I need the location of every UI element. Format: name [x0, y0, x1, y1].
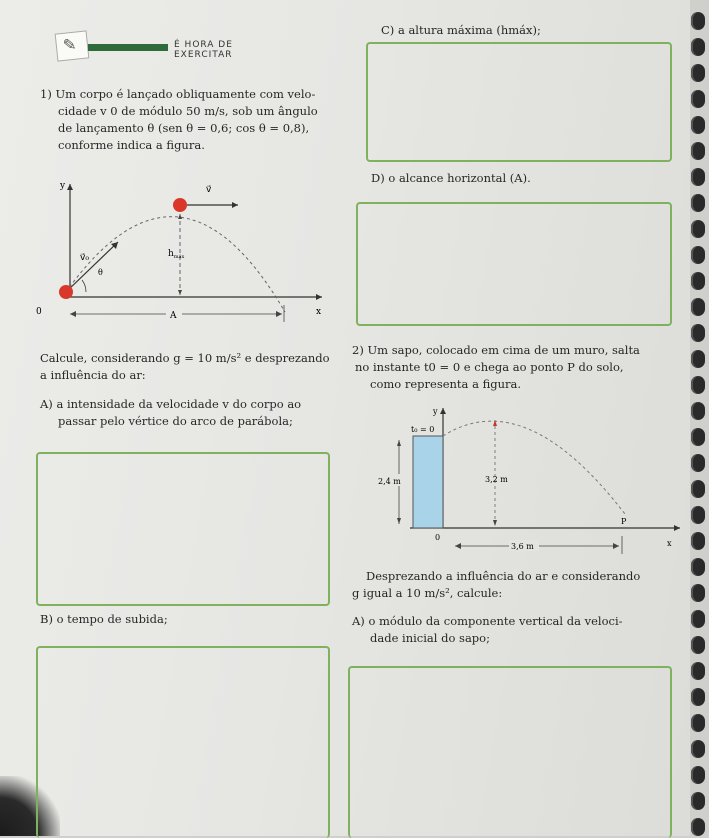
- q1-calc-line-1: Calcule, considerando g = 10 m/s² e desprezando: [40, 351, 330, 365]
- q1-part-a-line-2: passar pelo vértice do arco de parábola;: [58, 414, 293, 428]
- q2-wall: [413, 436, 443, 528]
- q2-line-2: no instante t0 = 0 e chega ao ponto P do solo,: [355, 360, 624, 374]
- q1-theta-label: θ: [98, 268, 103, 277]
- q1-line-2: cidade v 0 de módulo 50 m/s, sob um ângulo: [58, 104, 318, 118]
- q2-trajectory: [443, 421, 625, 514]
- q2-wall-height-label: 2,4 m: [378, 477, 401, 486]
- q1-trajectory-figure: [30, 172, 330, 322]
- q2-wall-height-arrow-bottom: [397, 518, 401, 524]
- spiral-ring: [691, 558, 705, 576]
- spiral-ring: [691, 376, 705, 394]
- spiral-ring: [691, 272, 705, 290]
- q2-line-1: 2) Um sapo, colocado em cima de um muro, salta: [352, 343, 640, 357]
- spiral-ring: [691, 350, 705, 368]
- spiral-ring: [691, 766, 705, 784]
- q1-part-d: D) o alcance horizontal (A).: [371, 171, 531, 185]
- q1-part-c: C) a altura máxima (hmáx);: [381, 23, 541, 37]
- q2-x-axis-arrow: [674, 525, 680, 531]
- q1-line-4: conforme indica a figura.: [58, 138, 205, 152]
- q2-x-label: x: [667, 539, 672, 548]
- spiral-ring: [691, 818, 705, 836]
- q1-hmax-arrow-bottom: [178, 290, 182, 295]
- q2-t0-label: t₀ = 0: [411, 425, 435, 434]
- spiral-ring: [691, 90, 705, 108]
- section-header: [48, 28, 288, 68]
- q1-part-b: B) o tempo de subida;: [40, 612, 168, 626]
- q1-ball-vertex: [173, 198, 187, 212]
- q1-v-label: v⃗: [206, 185, 212, 195]
- spiral-ring: [691, 610, 705, 628]
- q2-y-axis-arrow: [440, 408, 446, 414]
- q1-hmax-label: $h_{máx}$: [168, 249, 185, 260]
- q1-calc-line-2: a influência do ar:: [40, 368, 146, 382]
- q1-x-label: x: [316, 307, 322, 317]
- spiral-ring: [691, 636, 705, 654]
- q1-line-3: de lançamento θ (sen θ = 0,6; cos θ = 0,8),: [58, 121, 310, 135]
- spiral-ring: [691, 168, 705, 186]
- q1-part-a-line-1: A) a intensidade da velocidade v do corpo ao: [40, 397, 302, 411]
- spiral-ring: [691, 792, 705, 810]
- spiral-ring: [691, 116, 705, 134]
- spiral-ring: [691, 142, 705, 160]
- spiral-ring: [691, 740, 705, 758]
- spiral-ring: [691, 12, 705, 30]
- spiral-ring: [691, 220, 705, 238]
- q2-after-line-2: g igual a 10 m/s², calcule:: [352, 586, 503, 600]
- pencil-icon: ✎: [55, 30, 90, 61]
- q2-after-line-1: Desprezando a influência do ar e considerando: [366, 569, 641, 583]
- q1-v0-label: v⃗₀: [80, 253, 89, 263]
- q2-wall-height-arrow-top: [397, 440, 401, 446]
- q1-ball-launch: [59, 285, 73, 299]
- q1-hmax-arrow-top: [178, 214, 182, 219]
- q1-v-arrowhead: [232, 202, 238, 208]
- q2-peak-arrow-bottom: [493, 520, 497, 526]
- header-bar: [88, 44, 168, 51]
- q1-angle-arc: [82, 280, 86, 292]
- spiral-ring: [691, 64, 705, 82]
- q1-line-1: 1) Um corpo é lançado obliquamente com velo-: [40, 87, 316, 101]
- spiral-ring: [691, 714, 705, 732]
- spiral-ring: [691, 298, 705, 316]
- q2-part-a-line-2: dade inicial do sapo;: [370, 631, 490, 645]
- q2-origin-label: 0: [435, 533, 441, 542]
- spiral-ring: [691, 688, 705, 706]
- q2-p-label: P: [621, 517, 627, 526]
- spiral-ring: [691, 38, 705, 56]
- answer-box-q1-d[interactable]: [356, 202, 672, 326]
- answer-box-q2-a[interactable]: [348, 666, 672, 838]
- q1-trajectory: [66, 217, 285, 312]
- spiral-ring: [691, 246, 705, 264]
- q2-line-3: como representa a figura.: [370, 377, 522, 391]
- q1-v0-vector: [66, 242, 118, 292]
- spiral-ring: [691, 324, 705, 342]
- q2-peak-height-label: 3,2 m: [485, 475, 508, 484]
- answer-box-q1-a[interactable]: [36, 452, 330, 606]
- q2-y-label: y: [433, 407, 438, 416]
- q2-part-a-line-1: A) o módulo da componente vertical da veloci-: [352, 614, 623, 628]
- spiral-ring: [691, 584, 705, 602]
- spiral-ring: [691, 194, 705, 212]
- q1-range-arrow-left: [70, 311, 76, 317]
- answer-box-q1-c[interactable]: [366, 42, 672, 162]
- q1-x-axis-arrow: [316, 294, 322, 300]
- q2-distance-label: 3,6 m: [511, 542, 534, 551]
- q1-y-label: y: [60, 181, 66, 191]
- section-title: É HORA DE EXERCITAR: [174, 40, 233, 60]
- q1-range-arrow-right: [276, 311, 282, 317]
- answer-box-q1-b[interactable]: [36, 646, 330, 838]
- spiral-ring: [691, 662, 705, 680]
- q1-y-axis-arrow: [67, 184, 73, 190]
- q2-distance-arrow-left: [455, 543, 461, 549]
- q2-distance-arrow-right: [613, 543, 619, 549]
- q1-range-label: A: [170, 311, 177, 321]
- q2-frog-figure: [355, 402, 695, 557]
- q1-origin-label: 0: [36, 307, 42, 317]
